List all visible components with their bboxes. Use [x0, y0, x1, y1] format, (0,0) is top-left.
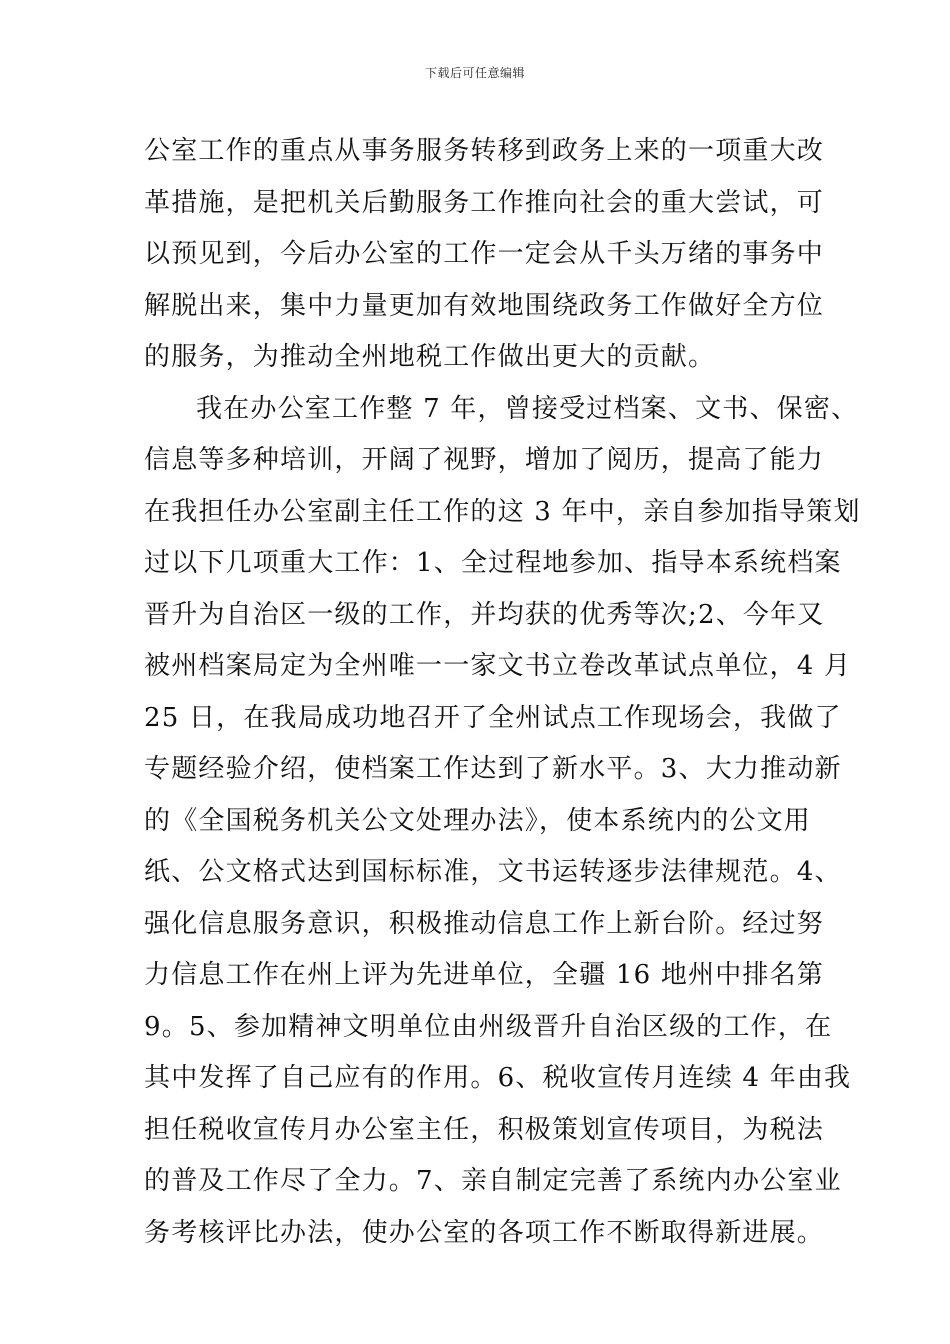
text-line: 革措施，是把机关后勤服务工作推向社会的重大尝试，可	[144, 187, 825, 218]
text-line: 力信息工作在州上评为先进单位，全疆 16 地州中排名第	[144, 960, 825, 990]
text-line: 晋升为自治区一级的工作，并均获的优秀等次;2、今年又	[144, 599, 825, 630]
text-line: 其中发挥了自己应有的作用。6、税收宣传月连续 4 年由我	[144, 1063, 852, 1093]
text-line: 在我担任办公室副主任工作的这 3 年中，亲自参加指导策划	[144, 496, 861, 527]
text-line: 解脱出来，集中力量更加有效地围绕政务工作做好全方位	[144, 290, 825, 321]
text-line: 9。5、参加精神文明单位由州级晋升自治区级的工作，在	[144, 1011, 833, 1042]
paragraph-start-line: 我在办公室工作整 7 年，曾接受过档案、文书、保密、	[196, 393, 859, 424]
text-line: 的《全国税务机关公文处理办法》，使本系统内的公文用	[144, 805, 812, 836]
text-line: 担任税收宣传月办公室主任，积极策划宣传项目，为税法	[144, 1114, 825, 1145]
text-line: 纸、公文格式达到国标标准，文书运转逐步法律规范。4、	[144, 857, 842, 887]
text-line: 过以下几项重大工作：1、全过程地参加、指导本系统档案	[144, 548, 842, 578]
text-line: 以预见到，今后办公室的工作一定会从千头万绪的事务中	[144, 239, 825, 269]
text-line: 被州档案局定为全州唯一一家文书立卷改革试点单位，4 月	[144, 651, 852, 681]
text-line: 25 日，在我局成功地召开了全州试点工作现场会，我做了	[144, 702, 842, 733]
text-line: 专题经验介绍，使档案工作达到了新水平。3、大力推动新	[144, 754, 842, 784]
text-line: 强化信息服务意识，积极推动信息工作上新台阶。经过努	[144, 908, 825, 939]
text-line: 信息等多种培训，开阔了视野，增加了阅历，提高了能力	[144, 445, 825, 475]
text-line: 公室工作的重点从事务服务转移到政务上来的一项重大改	[144, 136, 825, 166]
header-note: 下载后可任意编辑	[424, 66, 525, 80]
text-line: 的服务，为推动全州地税工作做出更大的贡献。	[144, 342, 716, 372]
body-text	[144, 126, 861, 1259]
text-line: 务考核评比办法，使办公室的各项工作不断取得新进展。	[144, 1217, 825, 1248]
text-line: 的普及工作尽了全力。7、亲自制定完善了系统内办公室业	[144, 1166, 842, 1196]
